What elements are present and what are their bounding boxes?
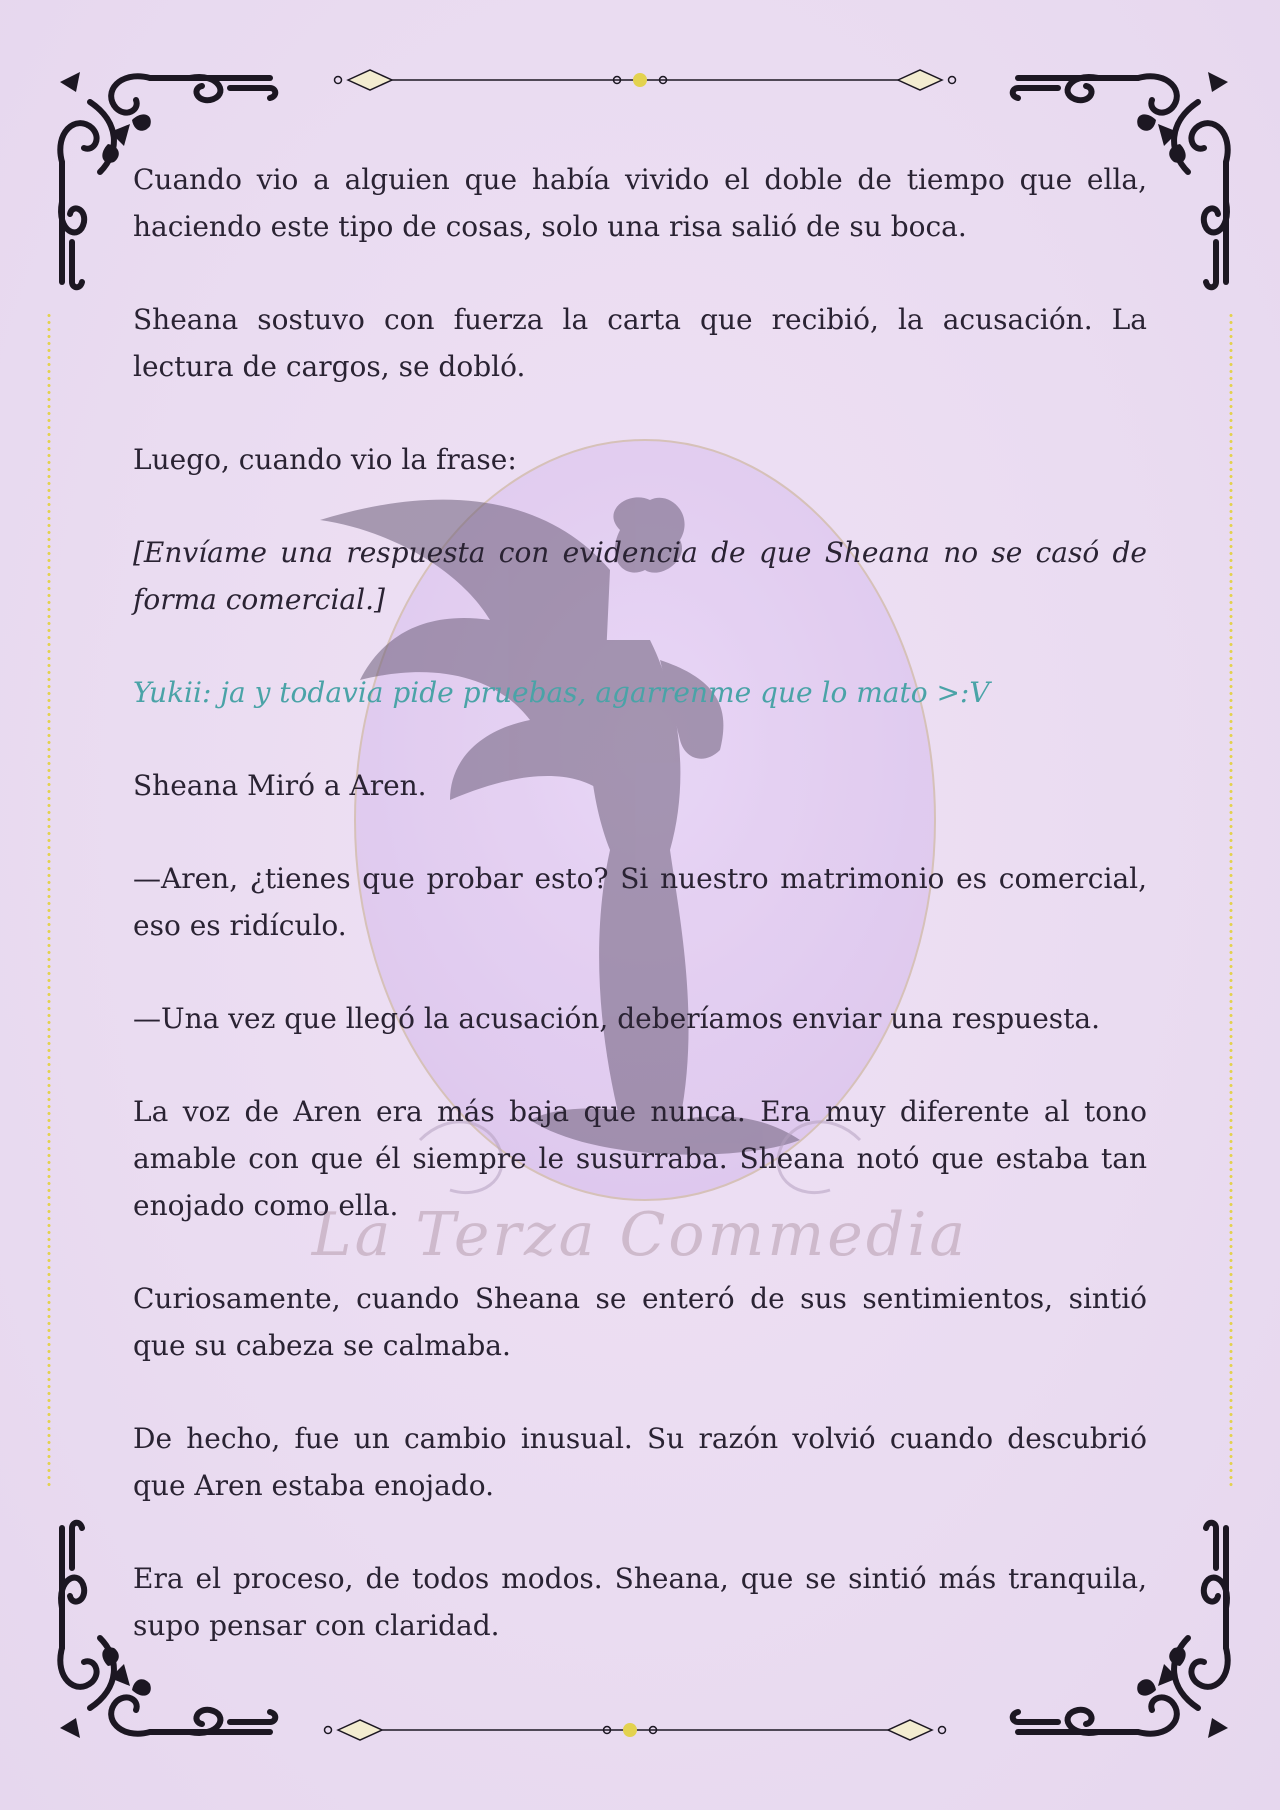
right-dotted-border (1228, 312, 1234, 1490)
paragraph: Cuando vio a alguien que había vivido el doble de tiempo que ella, haciendo este tipo de cosas, solo una risa salió de su boca. (133, 163, 1147, 243)
divider-ornament-icon (330, 62, 960, 98)
watermark-text: La Terza Commedia (311, 1200, 969, 1270)
paragraph: Sheana sostuvo con fuerza la carta que recibió, la acusación. La lectura de cargos, se dobló. (133, 303, 1147, 383)
divider-ornament-icon (320, 1712, 950, 1748)
dialogue-line: —Aren, ¿tienes que probar esto? Si nuestro matrimonio es comercial, eso es ridículo. (133, 862, 1147, 942)
left-dotted-border (46, 312, 52, 1490)
paragraph: Curiosamente, cuando Sheana se enteró de sus sentimientos, sintió que su cabeza se calmaba. (133, 1282, 1147, 1362)
paragraph: De hecho, fue un cambio inusual. Su razón volvió cuando descubrió que Aren estaba enojado. (133, 1422, 1147, 1502)
quoted-letter-line: [Envíame una respuesta con evidencia de que Sheana no se casó de forma comercial.] (133, 536, 1147, 616)
translator-note: Yukii: ja y todavia pide pruebas, agarrenme que lo mato >:V (133, 676, 990, 709)
paragraph: Era el proceso, de todos modos. Sheana, que se sintió más tranquila, supo pensar con claridad. (133, 1562, 1147, 1642)
text-body (133, 156, 1147, 1695)
dialogue-line: —Una vez que llegó la acusación, deberíamos enviar una respuesta. (133, 1002, 1100, 1035)
paragraph: La voz de Aren era más baja que nunca. Era muy diferente al tono amable con que él siempre le susurraba. Sheana notó que estaba tan enojado como ella. (133, 1095, 1147, 1222)
paragraph: Luego, cuando vio la frase: (133, 443, 517, 476)
paragraph: Sheana Miró a Aren. (133, 769, 427, 802)
